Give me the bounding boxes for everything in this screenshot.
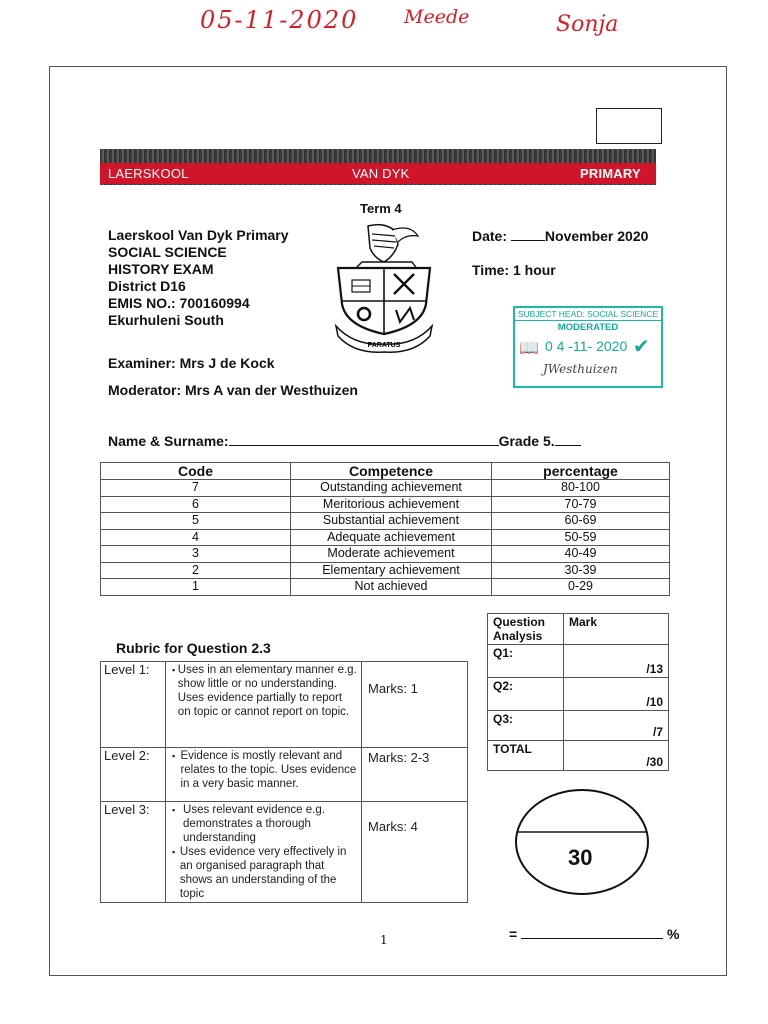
time-label: Time: 1 hour xyxy=(472,262,556,278)
stamp-title: SUBJECT HEAD: SOCIAL SCIENCE xyxy=(515,308,661,321)
date-label: Date: xyxy=(472,228,508,244)
percentage-blank[interactable] xyxy=(521,926,663,939)
table-row xyxy=(101,513,670,530)
rubric-table xyxy=(100,661,468,903)
page-number: 1 xyxy=(380,933,388,947)
code-cell: 7 xyxy=(101,480,291,497)
rubric-item: Uses in an elementary manner e.g. show little or no understanding. Uses evidence partially to report on topic or cannot report on topic. xyxy=(177,664,357,718)
banner-right: PRIMARY xyxy=(580,166,641,181)
equals-sign: = xyxy=(509,926,518,942)
percentage-cell: 30-39 xyxy=(492,562,670,579)
exam-type: HISTORY EXAM xyxy=(108,261,214,277)
handwritten-note: Meede xyxy=(404,6,470,28)
bullet-icon: ▪ xyxy=(172,847,176,857)
date-value: November 2020 xyxy=(544,228,649,244)
percentage-cell: 60-69 xyxy=(492,513,670,530)
competence-cell: Outstanding achievement xyxy=(291,480,492,497)
rubric-item: Uses relevant evidence e.g. demonstrates a thorough understanding xyxy=(183,804,325,844)
rubric-criteria xyxy=(166,662,362,748)
stamp-signature: JWesthuizen xyxy=(543,362,618,376)
rubric-marks: Marks: 4 xyxy=(362,802,468,903)
stamp-date: 0 4 -11- 2020 xyxy=(545,338,628,354)
code-cell: 4 xyxy=(101,529,291,546)
code-cell: 6 xyxy=(101,496,291,513)
name-field[interactable] xyxy=(108,433,581,449)
percentage-cell: 0-29 xyxy=(492,579,670,596)
subject: SOCIAL SCIENCE xyxy=(108,244,227,260)
competence-cell: Substantial achievement xyxy=(291,513,492,530)
bullet-icon: ▪ xyxy=(172,805,176,815)
table-row xyxy=(101,546,670,563)
crest-motto: PARATUS xyxy=(367,342,401,349)
rubric-title: Rubric for Question 2.3 xyxy=(116,640,271,656)
rubric-marks: Marks: 2-3 xyxy=(362,748,468,802)
codes-header-code: Code xyxy=(101,463,291,480)
qa-question: Q1: xyxy=(488,645,564,678)
table-row xyxy=(101,662,468,748)
name-label: Name & Surname: xyxy=(108,433,229,449)
table-row xyxy=(101,802,468,903)
qa-mark[interactable]: /30 xyxy=(564,741,669,771)
codes-header-competence: Competence xyxy=(291,463,492,480)
table-row xyxy=(488,678,669,711)
moderator-name: Moderator: Mrs A van der Westhuizen xyxy=(108,382,358,398)
rubric-level: Level 2: xyxy=(101,748,166,802)
banner-left: LAERSKOOL xyxy=(108,166,189,181)
question-analysis-table xyxy=(487,613,669,771)
qa-question: TOTAL xyxy=(488,741,564,771)
qa-mark[interactable]: /13 xyxy=(564,645,669,678)
qa-mark[interactable]: /7 xyxy=(564,711,669,741)
bullet-icon: ▪ xyxy=(172,751,176,761)
qa-question: Q3: xyxy=(488,711,564,741)
book-icon: 📖 xyxy=(519,340,539,357)
handwritten-date: 05-11-2020 xyxy=(200,6,359,34)
rubric-criteria xyxy=(166,802,362,903)
code-cell: 2 xyxy=(101,562,291,579)
examiner-name: Examiner: Mrs J de Kock xyxy=(108,355,275,371)
code-cell: 1 xyxy=(101,579,291,596)
competence-cell: Moderate achievement xyxy=(291,546,492,563)
qa-question: Q2: xyxy=(488,678,564,711)
district: District D16 xyxy=(108,278,186,294)
bullet-icon: ▪ xyxy=(172,665,176,675)
region: Ekurhuleni South xyxy=(108,312,224,328)
term-label: Term 4 xyxy=(360,201,402,216)
table-row xyxy=(488,711,669,741)
grade-label: Grade 5. xyxy=(498,433,555,449)
table-row xyxy=(488,645,669,678)
competence-cell: Not achieved xyxy=(291,579,492,596)
competence-cell: Elementary achievement xyxy=(291,562,492,579)
percentage-cell: 40-49 xyxy=(492,546,670,563)
checkmark-icon: ✔ xyxy=(633,336,650,358)
table-row xyxy=(101,562,670,579)
codes-header-percentage: percentage xyxy=(492,463,670,480)
school-crest-icon xyxy=(334,222,434,354)
total-score: 30 xyxy=(568,845,593,870)
stamp-status: MODERATED xyxy=(557,322,619,333)
rubric-level: Level 3: xyxy=(101,802,166,903)
rubric-criteria xyxy=(166,748,362,802)
percentage-cell: 80-100 xyxy=(492,480,670,497)
percentage-cell: 50-59 xyxy=(492,529,670,546)
code-cell: 3 xyxy=(101,546,291,563)
mark-box[interactable] xyxy=(596,108,662,144)
competence-cell: Adequate achievement xyxy=(291,529,492,546)
name-blank[interactable] xyxy=(229,433,499,446)
qa-header-question: Question Analysis xyxy=(488,614,564,645)
school-name: Laerskool Van Dyk Primary xyxy=(108,227,289,243)
table-row xyxy=(101,496,670,513)
percentage-field[interactable] xyxy=(509,926,679,942)
qa-header-mark: Mark xyxy=(564,614,669,645)
moderation-stamp xyxy=(513,306,663,388)
qa-mark[interactable]: /10 xyxy=(564,678,669,711)
competence-cell: Meritorious achievement xyxy=(291,496,492,513)
rubric-item: Uses evidence very effectively in an organised paragraph that shows an understanding of the topic xyxy=(179,846,347,900)
total-score-circle xyxy=(512,786,652,898)
handwritten-signature: Sonja xyxy=(556,12,619,37)
grade-blank[interactable] xyxy=(555,433,581,446)
banner-center: VAN DYK xyxy=(352,166,410,181)
table-row xyxy=(488,741,669,771)
code-cell: 5 xyxy=(101,513,291,530)
percent-sign: % xyxy=(666,926,680,942)
table-row xyxy=(101,529,670,546)
rubric-item: Evidence is mostly relevant and relates to the topic. Uses evidence in a very basic manner. xyxy=(180,750,357,790)
percentage-cell: 70-79 xyxy=(492,496,670,513)
table-row xyxy=(101,480,670,497)
rubric-marks: Marks: 1 xyxy=(362,662,468,748)
table-row xyxy=(101,579,670,596)
rubric-level: Level 1: xyxy=(101,662,166,748)
date-blank[interactable] xyxy=(511,228,545,241)
table-row xyxy=(101,748,468,802)
date-field[interactable] xyxy=(472,228,648,244)
achievement-codes-table xyxy=(100,462,670,596)
emis-number: EMIS NO.: 700160994 xyxy=(108,295,250,311)
